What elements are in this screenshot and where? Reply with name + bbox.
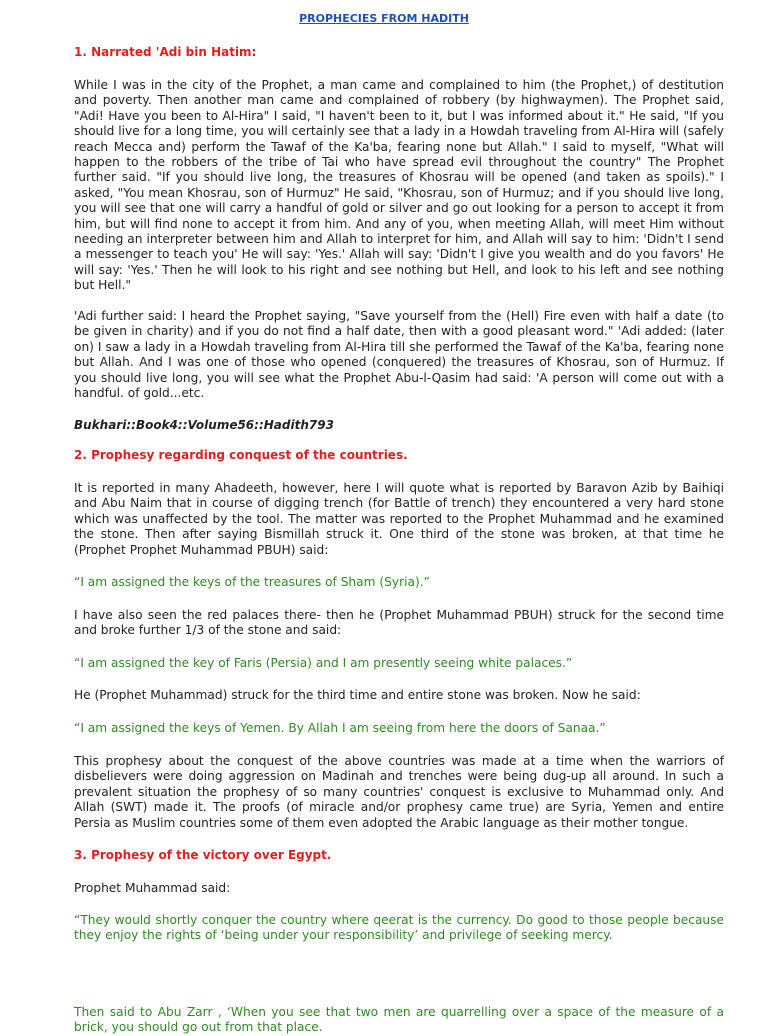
page-title[interactable]: PROPHECIES FROM HADITH <box>299 12 469 25</box>
section-1-paragraph-1: While I was in the city of the Prophet, a man came and complained to him (the Prophet,) of destitution and poverty. Then another man came and complained of robbery (by highwaymen). The Prophet said, "Adi! Have you been to Al-Hira" I said, "I haven't been to it, but I was informed about it." He said, "If you should live for a long time, you will certainly see that a lady in a Howdah traveling from Al-Hira will (safely reach Mecca and) perform the Tawaf of the Ka'ba, fearing none but Allah." I said to myself, "What will happen to the robbers of the tribe of Tai who have spread evil throughout the country" The Prophet further said. "If you should live long, the treasures of Khosrau will be opened (and taken as spoils)." I asked, "You mean Khosrau, son of Hurmuz" He said, "Khosrau, son of Hurmuz; and if you should live long, you will see that one will carry a handful of gold or silver and go out looking for a person to accept it from him, but will find none to accept it from him. And any of you, when meeting Allah, will meet Him without needing an interpreter between him and Allah to interpret for him, and Allah will say to him: 'Didn't I send a messenger to teach you' He will say: 'Yes.' Allah will say: 'Didn't I give you wealth and do you favors' He will say: 'Yes.' Then he will look to his right and see nothing but Hell, and look to his left and see nothing but Hell." <box>74 78 724 293</box>
section-2-paragraph-3: He (Prophet Muhammad) struck for the third time and entire stone was broken. Now he said: <box>74 688 641 702</box>
section-2-quote-2: “I am assigned the key of Faris (Persia) and I am presently seeing white palaces.” <box>74 656 573 670</box>
section-2-paragraph-1: It is reported in many Ahadeeth, however, here I will quote what is reported by Baravon Azib by Baihiqi and Abu Naim that in course of digging trench (for Battle of trench) they encountered a very hard stone which was unaffected by the tool. The matter was reported to the Prophet Muhammad and he examined the stone. Then after saying Bismillah struck it. One third of the stone was broken, at that time he (Prophet Prophet Muhammad PBUH) said: <box>74 481 724 557</box>
section-2-quote-1: “I am assigned the keys of the treasures of Sham (Syria).” <box>74 575 430 589</box>
section-3-quote-2: Then said to Abu Zarr , ‘When you see that two men are quarrelling over a space of the measure of a brick, you should go out from that place. <box>74 1005 724 1035</box>
section-2-paragraph-4: This prophesy about the conquest of the above countries was made at a time when the warriors of disbelievers were doing aggression on Madinah and trenches were being dug-up all around. In such a prevalent situation the prophesy of so many countries' conquest is exclusive to Muhammad only. And Allah (SWT) made it. The proofs (of miracle and/or prophesy came true) are Syria, Yemen and entire Persia as Muslim countries some of them even adopted the Arabic language as their mother tongue. <box>74 754 724 830</box>
section-3-heading: 3. Prophesy of the victory over Egypt. <box>74 848 332 862</box>
section-2-heading: 2. Prophesy regarding conquest of the countries. <box>74 448 408 462</box>
hadith-reference: Bukhari::Book4::Volume56::Hadith793 <box>74 418 334 432</box>
section-3-quote-1: “They would shortly conquer the country where qeerat is the currency. Do good to those people because they enjoy the rights of ‘being under your responsibility’ and privilege of seeking mercy. <box>74 913 724 943</box>
section-2-paragraph-2: I have also seen the red palaces there- then he (Prophet Muhammad PBUH) struck for the second time and broke further 1/3 of the stone and said: <box>74 608 724 638</box>
section-3-paragraph-1: Prophet Muhammad said: <box>74 881 231 895</box>
section-1-paragraph-2: 'Adi further said: I heard the Prophet saying, "Save yourself from the (Hell) Fire even with half a date (to be given in charity) and if you do not find a half date, then with a good pleasant word." 'Adi added: (later on) I saw a lady in a Howdah traveling from Al-Hira till she performed the Tawaf of the Ka'ba, fearing none but Allah. And I was one of those who opened (conquered) the treasures of Khosrau, son of Hurmuz. If you should live long, you will see what the Prophet Abu-l-Qasim had said: 'A person will come out with a handful. of gold...etc. <box>74 309 724 401</box>
section-2-quote-3: “I am assigned the keys of Yemen. By Allah I am seeing from here the doors of Sanaa.” <box>74 721 606 735</box>
section-1-heading: 1. Narrated 'Adi bin Hatim: <box>74 45 257 59</box>
